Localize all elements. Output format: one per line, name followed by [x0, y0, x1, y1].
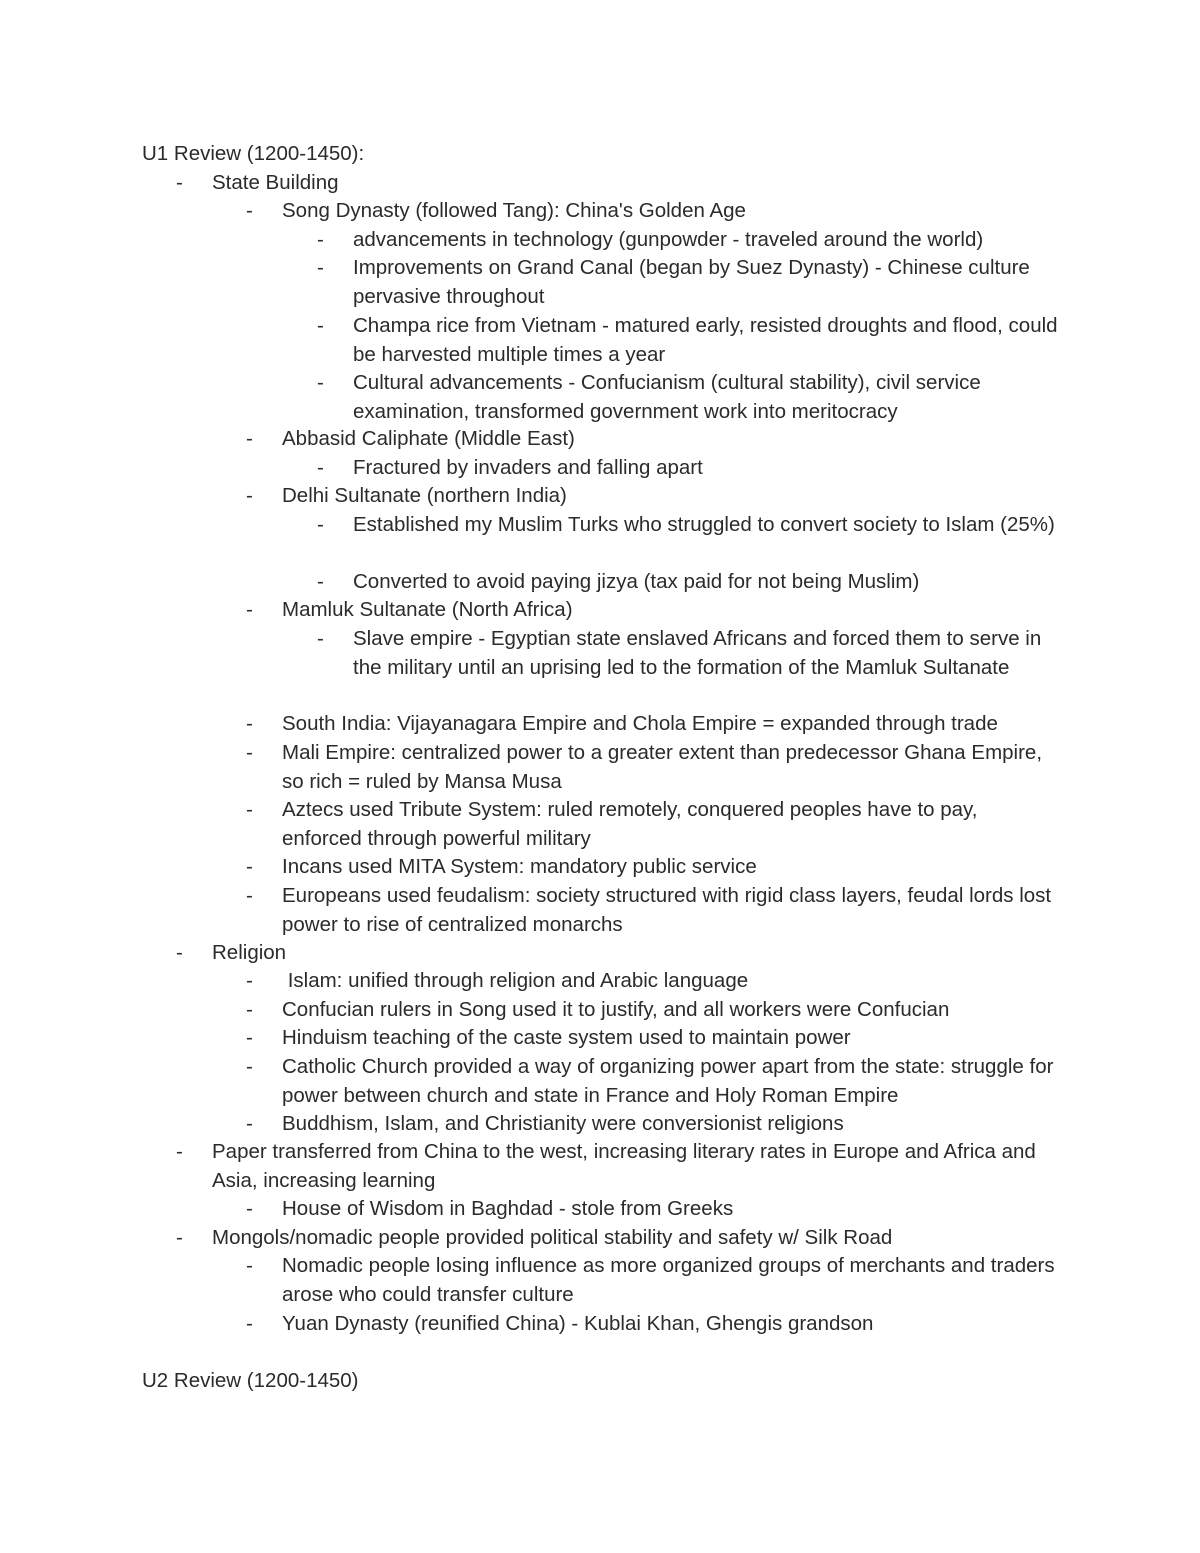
- bullet-abbasid-fractured: - Fractured by invaders and falling apart: [317, 456, 703, 479]
- bullet-song-technology: - advancements in technology (gunpowder - traveled around the world): [317, 228, 984, 251]
- bullet-conversionist-religions: - Buddhism, Islam, and Christianity were conversionist religions: [246, 1112, 844, 1135]
- bullet-europeans: - Europeans used feudalism: society structured with rigid class layers, feudal lords lost power to rise of centralized monarchs: [246, 884, 1052, 936]
- bullet-delhi-jizya: - Converted to avoid paying jizya (tax paid for not being Muslim): [317, 570, 920, 593]
- bullet-south-india: - South India: Vijayanagara Empire and Chola Empire = expanded through trade: [246, 712, 998, 735]
- bullet-incans: - Incans used MITA System: mandatory public service: [246, 855, 757, 878]
- heading-u2-review: U2 Review (1200-1450): [142, 1369, 359, 1392]
- bullet-hinduism: - Hinduism teaching of the caste system used to maintain power: [246, 1026, 851, 1049]
- bullet-state-building: - State Building: [176, 171, 339, 194]
- bullet-grand-canal: - Improvements on Grand Canal (began by Suez Dynasty) - Chinese culture pervasive throughout: [317, 256, 1030, 308]
- bullet-aztecs: - Aztecs used Tribute System: ruled remotely, conquered peoples have to pay, enforced through powerful military: [246, 798, 978, 850]
- bullet-champa-rice: - Champa rice from Vietnam - matured early, resisted droughts and flood, could be harvested multiple times a year: [317, 314, 1058, 366]
- bullet-religion: - Religion: [176, 941, 287, 964]
- heading-u1-review: U1 Review (1200-1450):: [142, 142, 365, 165]
- bullet-delhi-established: - Established my Muslim Turks who struggled to convert society to Islam (25%): [317, 513, 1055, 536]
- bullet-mamluk-sultanate: - Mamluk Sultanate (North Africa): [246, 598, 573, 621]
- bullet-delhi-sultanate: - Delhi Sultanate (northern India): [246, 484, 567, 507]
- bullet-house-of-wisdom: - House of Wisdom in Baghdad - stole from Greeks: [246, 1197, 734, 1220]
- bullet-mongols: - Mongols/nomadic people provided political stability and safety w/ Silk Road: [176, 1226, 893, 1249]
- bullet-song-dynasty: - Song Dynasty (followed Tang): China's Golden Age: [246, 199, 746, 222]
- bullet-nomadic-people: - Nomadic people losing influence as more organized groups of merchants and traders arose who could transfer culture: [246, 1254, 1055, 1306]
- bullet-islam: - Islam: unified through religion and Arabic language: [246, 969, 749, 992]
- bullet-confucian-rulers: - Confucian rulers in Song used it to justify, and all workers were Confucian: [246, 998, 950, 1021]
- bullet-yuan-dynasty: - Yuan Dynasty (reunified China) - Kublai Khan, Ghengis grandson: [246, 1312, 874, 1335]
- bullet-mali-empire: - Mali Empire: centralized power to a greater extent than predecessor Ghana Empire, so rich = ruled by Mansa Musa: [246, 741, 1043, 793]
- bullet-catholic-church: - Catholic Church provided a way of organizing power apart from the state: struggle for power between church and state in France and Holy Roman Empire: [246, 1055, 1054, 1107]
- bullet-abbasid-caliphate: - Abbasid Caliphate (Middle East): [246, 427, 575, 450]
- bullet-mamluk-slave-empire: - Slave empire - Egyptian state enslaved Africans and forced them to serve in the military until an uprising led to the formation of the Mamluk Sultanate: [317, 627, 1042, 679]
- bullet-cultural-advancements: - Cultural advancements - Confucianism (cultural stability), civil service examination, transformed government work into meritocracy: [317, 371, 981, 423]
- bullet-paper-transferred: - Paper transferred from China to the west, increasing literary rates in Europe and Africa and Asia, increasing learning: [176, 1140, 1036, 1192]
